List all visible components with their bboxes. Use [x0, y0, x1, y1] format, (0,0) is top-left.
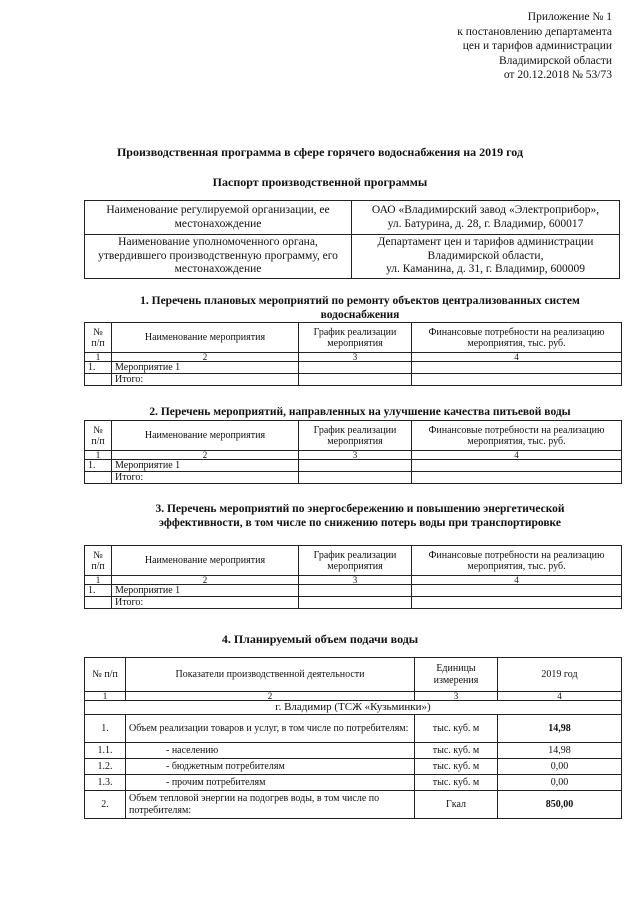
row-name: Мероприятие 1 [112, 362, 299, 374]
passport-authority-value-line: Департамент цен и тарифов администрации [377, 236, 594, 249]
col-number: 1 [85, 353, 112, 362]
section1-table [84, 322, 622, 386]
row-label: - прочим потребителям [126, 775, 415, 791]
total-finance [412, 374, 622, 386]
appendix-line: к постановлению департамента [457, 25, 612, 38]
section2-title: 2. Перечень мероприятий, направленных на улучшение качества питьевой воды [149, 406, 571, 418]
section3-table [84, 545, 622, 609]
header-schedule: График реализации мероприятия [299, 546, 412, 576]
total-num [85, 374, 112, 386]
col-number: 3 [299, 451, 412, 460]
row-num: 1. [85, 715, 126, 743]
total-schedule [299, 472, 412, 484]
passport-authority-value [352, 235, 620, 279]
col-number: 3 [415, 692, 498, 701]
passport-title: Паспорт производственной программы [212, 175, 428, 189]
passport-authority-label: Наименование уполномоченного органа, утвердившего производственную программу, его местонахождение [85, 235, 352, 279]
row-finance [412, 362, 622, 374]
col-number: 2 [112, 576, 299, 585]
appendix-line: Владимирской области [498, 54, 612, 67]
row-value: 0,00 [498, 759, 622, 775]
total-schedule [299, 374, 412, 386]
row-finance [412, 585, 622, 597]
header-year: 2019 год [498, 658, 622, 692]
row-value: 0,00 [498, 775, 622, 791]
header-num: № п/п [85, 658, 126, 692]
total-label: Итого: [112, 597, 299, 609]
group-row: г. Владимир (ТСЖ «Кузьминки») [85, 701, 622, 715]
passport-table [84, 200, 620, 279]
row-label: - населению [126, 743, 415, 759]
col-number: 3 [299, 353, 412, 362]
header-finance: Финансовые потребности на реализацию мероприятия, тыс. руб. [412, 546, 622, 576]
appendix-line: Приложение № 1 [527, 11, 612, 23]
header-name: Наименование мероприятия [112, 546, 299, 576]
document-title: Производственная программа в сфере горячего водоснабжения на 2019 год [116, 145, 524, 159]
header-name: Наименование мероприятия [112, 323, 299, 353]
header-schedule: График реализации мероприятия [299, 323, 412, 353]
row-num: 1.2. [85, 759, 126, 775]
row-name: Мероприятие 1 [112, 460, 299, 472]
row-value: 14,98 [498, 715, 622, 743]
passport-authority-value-line: ул. Каманина, д. 31, г. Владимир, 600009 [386, 263, 585, 276]
total-label: Итого: [112, 374, 299, 386]
col-number: 4 [412, 353, 622, 362]
section3-title-line: эффективности, в том числе по снижению потерь воды при транспортировке [159, 517, 561, 529]
row-label: Объем тепловой энергии на подогрев воды, в том числе по потребителям: [126, 791, 415, 819]
row-num: 1.1. [85, 743, 126, 759]
col-number: 1 [85, 692, 126, 701]
row-label: - бюджетным потребителям [126, 759, 415, 775]
appendix-line: от 20.12.2018 № 53/73 [503, 69, 612, 81]
row-value: 14,98 [498, 743, 622, 759]
col-number: 4 [412, 451, 622, 460]
row-value: 850,00 [498, 791, 622, 819]
col-number: 2 [112, 353, 299, 362]
col-number: 4 [498, 692, 622, 701]
row-unit: тыс. куб. м [415, 775, 498, 791]
total-schedule [299, 597, 412, 609]
appendix-line: цен и тарифов администрации [462, 40, 612, 52]
col-number: 3 [299, 576, 412, 585]
col-number: 1 [85, 576, 112, 585]
header-units: Единицы измерения [415, 658, 498, 692]
row-unit: тыс. куб. м [415, 715, 498, 743]
row-schedule [299, 460, 412, 472]
section1-title: 1. Перечень плановых мероприятий по ремонту объектов централизованных систем водоснабжения [140, 295, 580, 321]
total-num [85, 597, 112, 609]
section4-title: 4. Планируемый объем подачи воды [221, 632, 419, 646]
col-number: 2 [112, 451, 299, 460]
row-finance [412, 460, 622, 472]
row-num: 2. [85, 791, 126, 819]
row-unit: тыс. куб. м [415, 743, 498, 759]
row-num: 1. [85, 362, 112, 374]
passport-authority-value-line: Владимирской области, [427, 249, 544, 262]
header-finance: Финансовые потребности на реализацию мероприятия, тыс. руб. [412, 421, 622, 451]
header-num: № п/п [85, 421, 112, 451]
passport-org-label: Наименование регулируемой организации, ее местонахождение [85, 201, 352, 235]
section3-title-line: 3. Перечень мероприятий по энергосбережению и повышению энергетической [155, 503, 565, 515]
row-name: Мероприятие 1 [112, 585, 299, 597]
row-unit: Гкал [415, 791, 498, 819]
appendix-block [457, 10, 612, 83]
section2-table [84, 420, 622, 484]
col-number: 1 [85, 451, 112, 460]
passport-org-value-line: ул. Батурина, д. 28, г. Владимир, 600017 [387, 217, 584, 230]
header-num: № п/п [85, 323, 112, 353]
header-indicator: Показатели производственной деятельности [126, 658, 415, 692]
total-finance [412, 597, 622, 609]
total-label: Итого: [112, 472, 299, 484]
col-number: 4 [412, 576, 622, 585]
row-num: 1. [85, 460, 112, 472]
passport-org-value [352, 201, 620, 235]
row-schedule [299, 362, 412, 374]
section3-title [100, 502, 620, 530]
total-finance [412, 472, 622, 484]
row-num: 1. [85, 585, 112, 597]
header-num: № п/п [85, 546, 112, 576]
row-num: 1.3. [85, 775, 126, 791]
row-schedule [299, 585, 412, 597]
total-num [85, 472, 112, 484]
header-name: Наименование мероприятия [112, 421, 299, 451]
header-schedule: График реализации мероприятия [299, 421, 412, 451]
passport-org-value-line: ОАО «Владимирский завод «Электроприбор», [371, 204, 600, 216]
row-unit: тыс. куб. м [415, 759, 498, 775]
section4-table [84, 657, 622, 819]
col-number: 2 [126, 692, 415, 701]
header-finance: Финансовые потребности на реализацию мероприятия, тыс. руб. [412, 323, 622, 353]
row-label: Объем реализации товаров и услуг, в том числе по потребителям: [126, 715, 415, 743]
